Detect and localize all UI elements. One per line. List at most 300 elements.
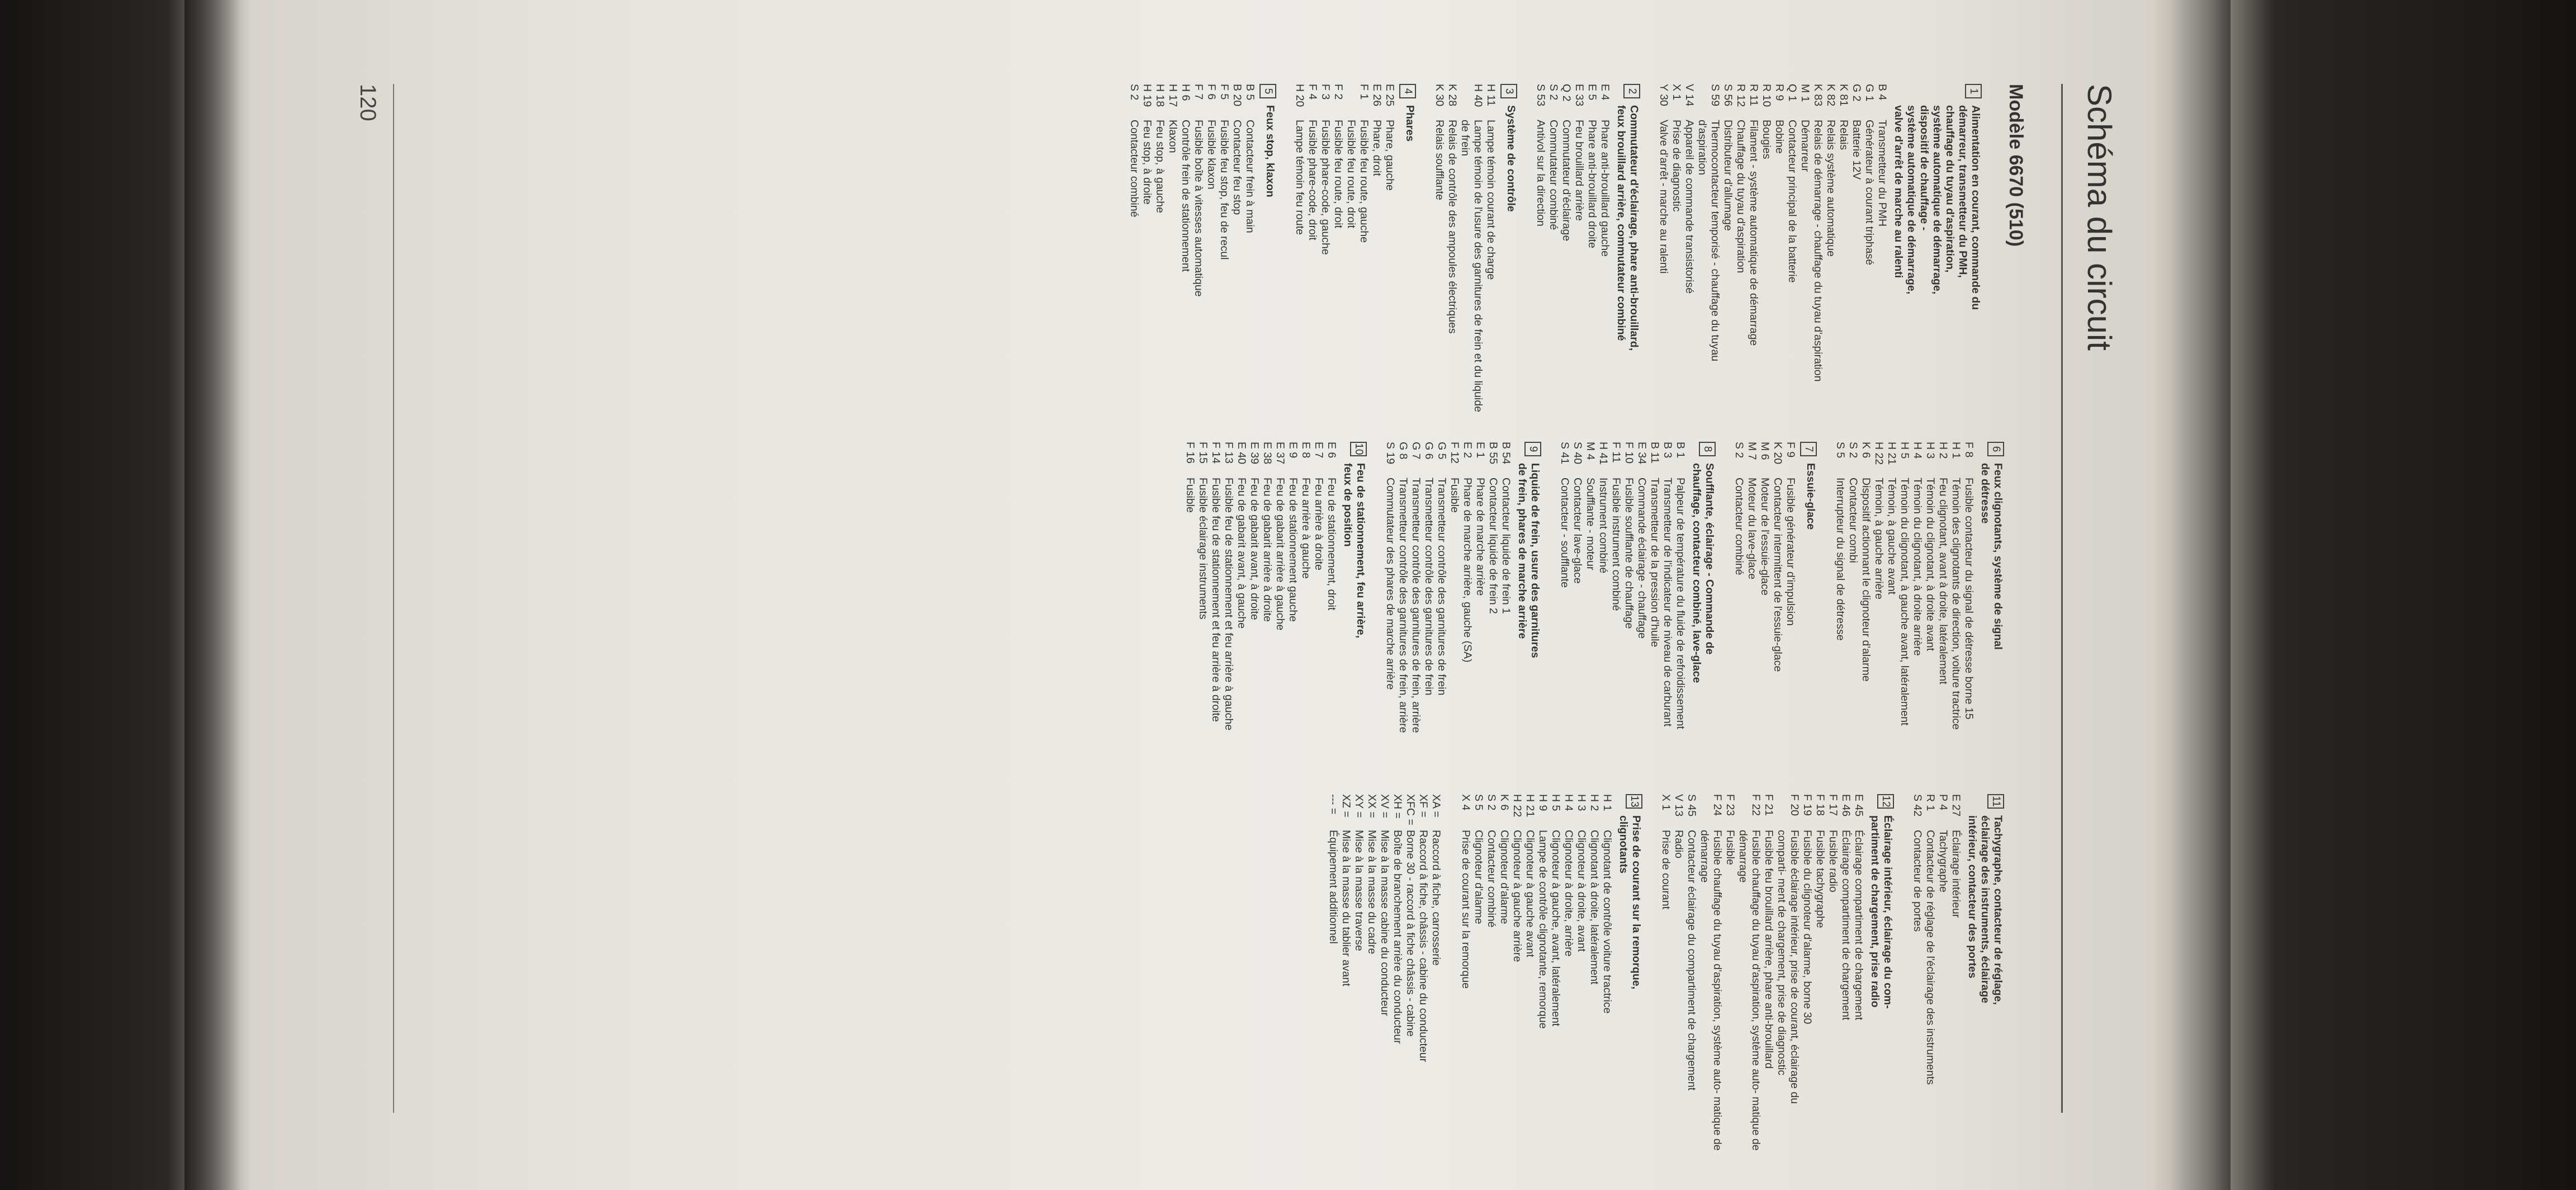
legend-section	[1659, 794, 1894, 1152]
legend-items	[1911, 794, 1962, 1152]
title-divider	[2061, 84, 2063, 1113]
component-description: Clignoteur d'alarme	[1498, 830, 1510, 924]
component-description: Contacteur liquide de frein 1	[1500, 478, 1512, 614]
legend-row	[1747, 84, 1760, 419]
section-heading	[1690, 442, 1716, 777]
section-number: 10	[1350, 442, 1367, 456]
legend-row	[1498, 794, 1510, 1152]
component-code: G 8	[1397, 442, 1409, 460]
component-description: Feu de gabarit avant, à droite	[1248, 478, 1261, 620]
component-description: Clignoteur à gauche avant	[1524, 830, 1536, 957]
legend-row	[1536, 794, 1549, 1152]
component-description: Fusible feu route, droit	[1332, 120, 1344, 229]
component-code: F 6	[1205, 84, 1218, 100]
legend-row	[1859, 442, 1872, 777]
component-code: H 22	[1511, 794, 1523, 818]
component-description: Borne 30 - raccord à fiche châssis - cabine	[1404, 830, 1417, 1037]
component-description: Commutateur d'éclairage	[1560, 120, 1573, 242]
component-description: Lampe de contrôle clignotante, remorque	[1537, 830, 1549, 1029]
component-description: Prise de courant	[1660, 830, 1672, 909]
component-code: XZ =	[1340, 794, 1352, 818]
component-code: G 1	[1863, 84, 1876, 102]
section-title: Tachygraphe, contacteur de réglage, éclairage des instruments, éclairage intérieur, contacteur des portes	[1966, 815, 2004, 1005]
component-description: Phare, gauche	[1384, 120, 1396, 191]
component-code: H 5	[1898, 442, 1911, 459]
component-code: K 82	[1825, 84, 1837, 107]
legend-row	[1732, 442, 1745, 777]
component-code: K 6	[1860, 442, 1872, 459]
legend-row	[1745, 442, 1758, 777]
component-code: Q 1	[1786, 84, 1798, 102]
component-description: Contacteur combiné	[1485, 830, 1498, 928]
component-code: M 4	[1584, 442, 1597, 460]
component-code: H 41	[1597, 442, 1609, 465]
legend-items	[1732, 442, 1797, 777]
legend-row	[1218, 84, 1230, 419]
component-description: Feu de gabarit arrière à droite	[1261, 478, 1273, 622]
component-code: M 1	[1799, 84, 1811, 102]
section-title: Prise de courant sur la remorque, clignotants	[1617, 815, 1642, 990]
component-description: Témoin du clignotant, à droite arrière	[1911, 478, 1924, 656]
legend-row	[1846, 442, 1859, 777]
component-description: Phare anti-brouillard droite	[1586, 120, 1598, 248]
legend-row	[1811, 84, 1824, 419]
component-description: Clignoteur d'alarme	[1472, 830, 1485, 924]
component-code: E 40	[1235, 442, 1248, 465]
component-description: Appareil de commande transistorisé	[1683, 120, 1696, 294]
component-description: Feu brouillard arrière	[1573, 120, 1585, 221]
section-heading	[1617, 794, 1642, 1152]
component-code: H 3	[1575, 794, 1588, 811]
legend-row	[1949, 442, 1962, 777]
legend-section	[1384, 442, 1541, 777]
component-code: S 42	[1911, 794, 1924, 817]
component-code: F 2	[1332, 84, 1344, 100]
component-description: Feu stop, à gauche	[1154, 120, 1166, 213]
legend-row	[1674, 442, 1687, 777]
legend-row	[1534, 84, 1547, 419]
legend-row	[1771, 442, 1784, 777]
legend-items	[1433, 84, 1497, 419]
component-code: B 55	[1487, 442, 1499, 465]
component-code: E 38	[1261, 442, 1273, 465]
legend-row	[1312, 442, 1325, 777]
component-code: S 53	[1535, 84, 1547, 107]
legend-row	[1784, 442, 1797, 777]
legend-row	[1485, 794, 1498, 1152]
component-description: Contacteur lave-glace	[1571, 478, 1584, 584]
legend-row	[1327, 794, 1339, 1152]
component-code: H 40	[1472, 84, 1484, 107]
legend-items	[1459, 794, 1613, 1152]
component-description: Fusible feu brouillard arrière, phare anti-brouillard	[1763, 830, 1775, 1069]
component-description: Relais soufflante	[1433, 120, 1446, 200]
page-title: Schéma du circuit	[2081, 84, 2118, 351]
legend-row	[1924, 794, 1936, 1152]
component-code: E 26	[1371, 84, 1383, 107]
component-code: S 5	[1472, 794, 1485, 811]
component-code: H 9	[1537, 794, 1549, 811]
legend-row	[1775, 794, 1801, 1152]
component-code: H 21	[1886, 442, 1898, 465]
component-description: Transmetteur contrôle des garnitures de frein	[1436, 478, 1448, 696]
legend-row	[1417, 794, 1429, 1152]
component-code: F 7	[1192, 84, 1205, 100]
legend-row	[1459, 84, 1484, 419]
component-description: Filament - système automatique de démarrage	[1748, 120, 1760, 346]
component-code: S 19	[1384, 442, 1396, 465]
legend-items	[1657, 84, 1888, 419]
legend-row	[1850, 84, 1863, 419]
legend-row	[1435, 442, 1448, 777]
component-description: Éclairage compartiment de chargement	[1840, 830, 1852, 1021]
legend-row	[1661, 442, 1674, 777]
component-code: E 9	[1287, 442, 1299, 459]
component-code: F 12	[1448, 442, 1461, 464]
legend-row	[1762, 794, 1775, 1152]
component-description: Fusible du clignoteur d'alarme, borne 30	[1801, 830, 1813, 1024]
component-code: H 3	[1924, 442, 1936, 459]
section-heading	[1892, 84, 1982, 419]
component-code: H 2	[1588, 794, 1600, 811]
component-description: Commutateur combiné	[1547, 120, 1560, 230]
legend-items	[1534, 84, 1611, 419]
component-description: Équipement additionnel	[1327, 830, 1339, 944]
legend-row	[1140, 84, 1153, 419]
component-description: Fusible	[1448, 478, 1461, 513]
section-title: Feu de stationnement, feu arrière, feux de position	[1342, 463, 1367, 639]
component-description: Mise à la masse du cadre	[1366, 830, 1378, 955]
component-description: Fusible éclairage intérieur, prise de courant, éclairage du comparti- ment de chargement, prise de diagnostic	[1775, 830, 1801, 1104]
legend-row	[1332, 84, 1344, 419]
component-code: E 46	[1840, 794, 1852, 817]
component-description: Contrôle frein de stationnement	[1180, 120, 1192, 272]
component-description: Feu de gabarit arrière à gauche	[1274, 478, 1286, 631]
component-description: Témoin des clignotants de direction, voiture tractrice	[1950, 478, 1962, 730]
component-description: Clignoteur à gauche, avant, latéralement	[1550, 830, 1562, 1027]
component-description: Contacteur combiné	[1733, 478, 1745, 575]
component-code: F 20	[1788, 794, 1801, 816]
component-description: Fusible boîte à vitesses automatique	[1192, 120, 1205, 297]
legend-items	[1128, 84, 1256, 419]
component-code: F 19	[1801, 794, 1813, 816]
section-heading	[1868, 794, 1894, 1152]
legend-row	[1365, 794, 1378, 1152]
component-code: S 2	[1485, 794, 1498, 811]
component-description: Témoin, à gauche avant	[1886, 478, 1898, 595]
legend-items	[1293, 84, 1396, 419]
legend-section	[1732, 442, 1817, 777]
component-description: Transmetteur contrôle des garnitures de frein	[1423, 478, 1435, 696]
section-number: 6	[1987, 442, 2004, 456]
component-description: Dispositif actionnant le clignoteur d'alarme	[1860, 478, 1872, 682]
component-code: G 2	[1850, 84, 1863, 102]
legend-row	[1924, 442, 1936, 777]
component-code: E 5	[1586, 84, 1598, 101]
component-code: B 4	[1876, 84, 1888, 101]
component-description: Contacteur frein à main	[1244, 120, 1256, 233]
legend-row	[1685, 794, 1698, 1152]
legend-row	[1383, 84, 1396, 419]
legend-row	[1911, 442, 1924, 777]
legend-row	[1813, 794, 1826, 1152]
legend-row	[1319, 84, 1332, 419]
component-code: H 2	[1937, 442, 1949, 459]
component-description: Phare, droit	[1371, 120, 1383, 176]
component-description: Soufflante - moteur	[1584, 478, 1597, 570]
component-description: Distributeur d'allumage	[1722, 120, 1734, 231]
component-description: Fusible feu route, gauche	[1358, 120, 1370, 243]
legend-items	[1384, 442, 1512, 777]
component-description: Contacteur de réglage de l'éclairage des instruments	[1924, 830, 1936, 1085]
legend-row	[1801, 794, 1813, 1152]
component-description: Contacteur combiné	[1128, 120, 1140, 218]
component-code: R 9	[1773, 84, 1786, 101]
component-code: E 4	[1599, 84, 1611, 101]
section-number: 9	[1524, 442, 1541, 456]
component-code: F 23	[1724, 794, 1736, 816]
section-heading	[1966, 794, 2004, 1152]
model-heading: Modèle 6670 (510)	[2005, 84, 2026, 247]
legend-row	[1325, 442, 1338, 777]
legend-row	[1243, 84, 1256, 419]
component-description: Feu stop, à droite	[1141, 120, 1153, 205]
legend-row	[1474, 442, 1486, 777]
legend-row	[1696, 84, 1721, 419]
component-code: F 16	[1184, 442, 1196, 464]
legend-row	[1286, 442, 1299, 777]
component-code: F 3	[1319, 84, 1332, 100]
component-description: Témoin, à gauche arrière	[1873, 478, 1885, 599]
legend-row	[1484, 84, 1497, 419]
legend-row	[1558, 442, 1571, 777]
component-code: S 5	[1834, 442, 1846, 459]
legend-row	[1183, 442, 1196, 777]
component-code: XF =	[1417, 794, 1429, 818]
component-code: F 14	[1210, 442, 1222, 464]
component-code: G 5	[1436, 442, 1448, 460]
legend-row	[1584, 442, 1597, 777]
component-description: Clignotant à droite, latéralement	[1588, 830, 1600, 985]
section-title: Phares	[1404, 105, 1416, 142]
component-description: Éclairage compartiment de chargement	[1853, 830, 1865, 1021]
component-description: Prise de diagnostic	[1670, 120, 1683, 212]
component-code: F 11	[1610, 442, 1622, 463]
component-code: V 13	[1673, 794, 1685, 817]
component-code: E 25	[1384, 84, 1396, 107]
page-number: 120	[356, 84, 380, 121]
component-description: Tachygraphe	[1937, 830, 1949, 892]
component-description: Raccord à fiche, carrosserie	[1430, 830, 1442, 966]
legend-row	[1153, 84, 1166, 419]
legend-row	[1222, 442, 1235, 777]
legend-row	[1378, 794, 1391, 1152]
component-code: S 2	[1733, 442, 1745, 459]
component-description: Contacteur de portes	[1911, 830, 1924, 932]
component-code: S 59	[1709, 84, 1721, 107]
component-code: B 20	[1231, 84, 1243, 107]
legend-row	[1723, 794, 1736, 1152]
legend-row	[1834, 442, 1846, 777]
legend-row	[1448, 442, 1461, 777]
legend-items	[1183, 442, 1338, 777]
component-code: E 34	[1636, 442, 1648, 465]
legend-row	[1736, 794, 1762, 1152]
component-code: H 4	[1911, 442, 1924, 459]
component-code: H 21	[1524, 794, 1536, 818]
legend-row	[1936, 794, 1949, 1152]
component-code: F 17	[1827, 794, 1839, 816]
component-description: Radio	[1673, 830, 1685, 858]
component-description: Chauffage du tuyau d'aspiration	[1735, 120, 1747, 273]
legend-row	[1205, 84, 1218, 419]
component-description: Prise de courant sur la remorque	[1460, 830, 1472, 989]
component-description: Fusible instrument combiné	[1610, 478, 1622, 611]
legend-row	[1486, 442, 1499, 777]
legend-row	[1585, 84, 1598, 419]
component-description: Relais	[1838, 120, 1850, 150]
component-description: Moteur de l'essuie-glace	[1759, 478, 1771, 596]
legend-row	[1635, 442, 1648, 777]
legend-row	[1461, 442, 1474, 777]
component-code: V 14	[1683, 84, 1696, 107]
legend-row	[1547, 84, 1560, 419]
component-description: Valve d'arrêt - marche au ralenti	[1658, 120, 1670, 274]
component-code: H 5	[1550, 794, 1562, 811]
legend-row	[1230, 84, 1243, 419]
component-code: B 11	[1649, 442, 1661, 464]
component-description: Klaxon	[1167, 120, 1179, 153]
legend-section	[1459, 794, 1642, 1152]
component-description: Fusible contacteur du signal de détresse borne 15	[1963, 478, 1975, 720]
component-description: Boîte de branchement arrière du conducteur	[1391, 830, 1404, 1044]
component-code: X 4	[1460, 794, 1472, 811]
component-description: Bobine	[1773, 120, 1786, 154]
component-description: Mise à la masse traverse	[1353, 830, 1365, 951]
component-code: R 11	[1748, 84, 1760, 106]
component-code: G 6	[1423, 442, 1435, 460]
component-description: Fusible feu de stationnement et feu arrière à gauche	[1223, 478, 1235, 731]
legend-row	[1248, 442, 1261, 777]
legend-row	[1422, 442, 1435, 777]
legend-row	[1588, 794, 1600, 1152]
component-code: XA =	[1430, 794, 1442, 818]
legend-items	[1558, 442, 1687, 777]
legend-row	[1357, 84, 1370, 419]
section-heading	[1614, 84, 1640, 419]
legend-row	[1344, 84, 1357, 419]
component-code: F 22	[1750, 794, 1762, 816]
legend-row	[1575, 794, 1588, 1152]
component-description: Témoin du clignotant, à droite avant	[1924, 478, 1936, 651]
component-code	[1344, 84, 1357, 120]
legend-row	[1510, 794, 1523, 1152]
component-code: F 13	[1223, 442, 1235, 464]
component-description: Transmetteur contrôle des garnitures de frein, arrière	[1397, 478, 1409, 733]
component-description: Lampe témoin courant de charge	[1485, 120, 1497, 280]
component-description: Contacteur combi	[1847, 478, 1859, 563]
section-number: 8	[1699, 442, 1716, 456]
component-code: H 6	[1180, 84, 1192, 101]
component-description: Transmetteur de l'indicateur de niveau de carburant	[1661, 478, 1674, 727]
legend-row	[1672, 794, 1685, 1152]
component-code: XFC =	[1404, 794, 1417, 825]
component-code: F 15	[1197, 442, 1209, 464]
section-heading	[1259, 84, 1276, 419]
component-description: Feu de gabarit avant, à gauche	[1235, 478, 1248, 629]
section-heading	[1516, 442, 1541, 777]
column-3	[1310, 794, 2004, 1152]
component-description: Feu de stationnement gauche	[1287, 478, 1299, 622]
component-code: B 54	[1500, 442, 1512, 465]
component-code: X 1	[1660, 794, 1672, 811]
component-code: XX =	[1366, 794, 1378, 818]
legend-row	[1734, 84, 1747, 419]
component-code: E 1	[1474, 442, 1486, 459]
component-code: K 20	[1772, 442, 1784, 465]
component-description: Feu arrière à droite	[1313, 478, 1325, 570]
component-code: B 5	[1244, 84, 1256, 101]
component-code: E 2	[1461, 442, 1474, 459]
legend-row	[1499, 442, 1512, 777]
component-description: Antivol sur la direction	[1535, 120, 1547, 226]
legend-row	[1936, 442, 1949, 777]
legend-row	[1472, 794, 1485, 1152]
component-description: Contacteur - soufflante	[1559, 478, 1571, 588]
section-title: Commutateur d'éclairage, phare anti-brouillard, feux brouillard arrière, commutateur combiné	[1615, 105, 1640, 351]
component-code: H 18	[1154, 84, 1166, 107]
legend-row	[1560, 84, 1573, 419]
component-code: K 30	[1433, 84, 1446, 107]
component-description: Contacteur éclairage du compartiment de chargement	[1685, 830, 1698, 1091]
component-code: F 21	[1763, 794, 1775, 816]
component-code: K 28	[1446, 84, 1459, 107]
component-description: Feu clignotant, avant à droite, latéralement	[1937, 478, 1949, 684]
component-description: Clignoteur à droite, arrière	[1562, 830, 1575, 957]
component-description: Fusible feu stop, feu de recul	[1218, 120, 1230, 260]
component-description: Batterie 12V	[1850, 120, 1863, 180]
component-code: R 10	[1760, 84, 1773, 107]
component-description: Phare de marche arrière, gauche (SA)	[1461, 478, 1474, 663]
component-description: Fusible	[1724, 830, 1736, 865]
component-description: Relais de contrôle des ampoules électriques	[1446, 120, 1459, 334]
section-number: 12	[1877, 794, 1894, 809]
legend-row	[1339, 794, 1352, 1152]
legend-section	[1558, 442, 1716, 777]
legend-row	[1166, 84, 1179, 419]
legend-row	[1949, 794, 1962, 1152]
component-code: S 2	[1547, 84, 1560, 101]
component-description: Fusible soufflante de chauffage	[1623, 478, 1635, 629]
legend-row	[1549, 794, 1562, 1152]
legend-row	[1384, 442, 1396, 777]
legend-section	[1327, 794, 1442, 1152]
legend-row	[1523, 794, 1536, 1152]
component-description: Clignoteur à droite, avant	[1575, 830, 1588, 952]
component-code: P 4	[1937, 794, 1949, 810]
component-code: XV =	[1379, 794, 1391, 818]
legend-row	[1758, 442, 1771, 777]
component-code: B 3	[1661, 442, 1674, 459]
section-number: 4	[1399, 84, 1416, 98]
component-code: H 11	[1485, 84, 1497, 106]
component-code: G 7	[1410, 442, 1422, 460]
legend-row	[1773, 84, 1786, 419]
component-code: F 5	[1218, 84, 1230, 100]
legend-row	[1622, 442, 1635, 777]
legend-row	[1837, 84, 1850, 419]
legend-row	[1659, 794, 1672, 1152]
